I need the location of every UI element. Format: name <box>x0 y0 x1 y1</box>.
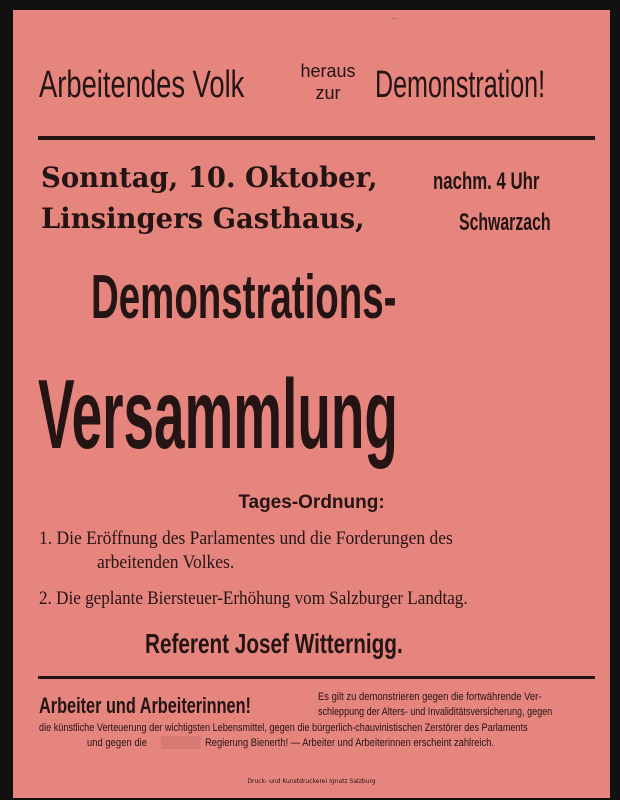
event-time: nachm. 4 Uhr <box>433 168 540 195</box>
agenda-item2-container <box>39 588 515 610</box>
torn-patch <box>161 736 201 749</box>
appeal-line3-container <box>39 721 620 735</box>
appeal-line3: die künstliche Verteuerung der wichtigsten Lebensmittel, gegen die bürgerlich-chauvinistischen Zerstörer des Parlaments <box>39 722 528 734</box>
appeal-line4b: Regierung Bienerth! — Arbeiter und Arbeiterinnen erscheint zahlreich. <box>205 737 494 749</box>
header-mid-top: heraus <box>300 61 356 81</box>
imprint: Druck- und Kunstdruckerei Ignatz Salzburg <box>247 778 376 785</box>
event-day: Sonntag, 10. Oktober, <box>41 161 378 194</box>
event-day-line <box>41 161 384 194</box>
agenda-item1-line1: 1. Die Eröffnung des Parlamentes und die Forderungen des <box>39 528 453 549</box>
event-time-container <box>433 168 585 196</box>
pencil-mark: ~ <box>391 14 398 23</box>
appeal-line1-container <box>318 690 578 704</box>
speaker-container <box>145 628 493 660</box>
header-middle <box>293 60 363 104</box>
header-right: Demonstration! <box>375 64 546 106</box>
divider-top <box>38 136 595 140</box>
appeal-line2-container <box>318 705 604 719</box>
poster <box>13 10 610 798</box>
event-town-container <box>459 209 598 237</box>
header-mid-bottom: zur <box>315 83 341 103</box>
appeal-line4-container <box>87 736 157 750</box>
appeal-line2: schleppung der Alters- und Invaliditätsversicherung, gegen <box>318 706 553 718</box>
agenda-item1-line1-container <box>39 528 489 550</box>
event-venue: Linsingers Gasthaus, <box>41 202 365 235</box>
agenda-item1-line2-container <box>97 552 246 574</box>
title-line1: Demonstrations- <box>91 263 397 332</box>
event-town: Schwarzach <box>459 209 551 236</box>
appeal-line4a: und gegen die <box>87 737 147 749</box>
speaker: Referent Josef Witternigg. <box>145 628 403 659</box>
agenda-heading-container <box>13 492 610 514</box>
title-line2-container <box>38 358 620 471</box>
imprint-container <box>13 770 610 788</box>
header-right-container <box>375 64 620 107</box>
title-line2: Versammlung <box>38 359 398 469</box>
appeal-line1: Es gilt zu demonstrieren gegen die fortwährende Ver- <box>318 691 542 703</box>
event-venue-line <box>41 202 371 235</box>
divider-bottom <box>38 676 595 679</box>
title-line1-container <box>91 262 584 333</box>
agenda-item2: 2. Die geplante Biersteuer-Erhöhung vom Salzburger Landtag. <box>39 588 468 609</box>
agenda-item1-line2: arbeitenden Volkes. <box>97 552 235 573</box>
appeal-heading: Arbeiter und Arbeiterinnen! <box>39 693 251 718</box>
appeal-line4b-container <box>205 736 545 750</box>
appeal-heading-container <box>39 693 325 719</box>
agenda-heading: Tages-Ordnung: <box>238 492 385 513</box>
header-left-container <box>39 64 324 107</box>
header-left: Arbeitendes Volk <box>39 64 245 106</box>
